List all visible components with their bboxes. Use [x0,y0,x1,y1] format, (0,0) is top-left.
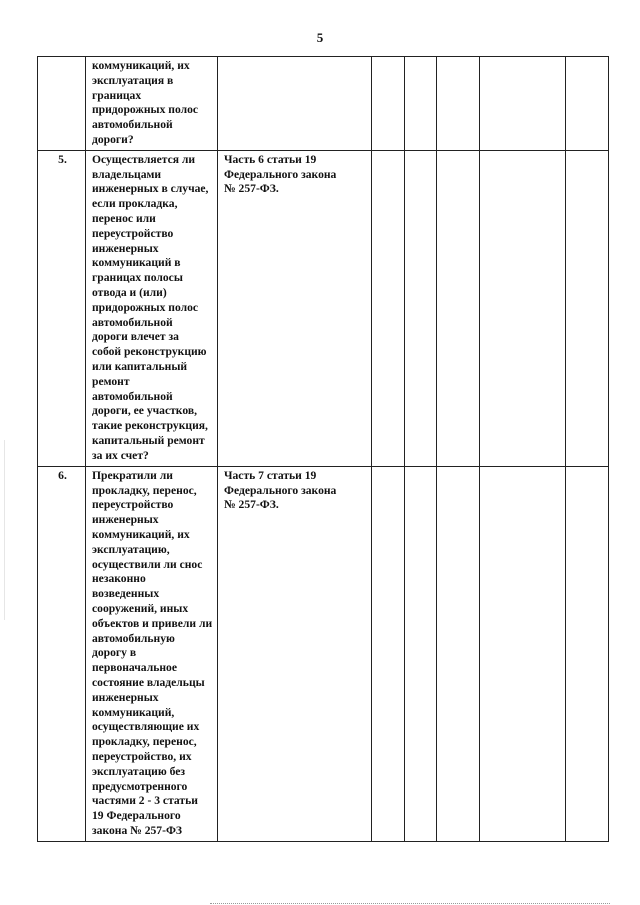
answer-cell [437,150,480,466]
answer-cell [372,150,405,466]
question-cell: Осуществляется ли владельцами инженерных в случае, если прокладка, перенос или переустройство инженерных коммуникаций в границах полосы отвода и (или) придорожных полос автомобильной дороги влечет за собой реконструкцию или капитальный ремонт автомобильной дороги, ее участков, такие реконструкция, капитальный ремонт за их счет? [86,150,218,466]
requirement-cell: Часть 7 статьи 19 Федерального закона № 257-ФЗ. [218,466,372,841]
answer-cell [437,466,480,841]
table-row [38,466,609,841]
answer-cell [480,57,566,151]
answer-cell [480,150,566,466]
row-number: 5. [38,150,86,466]
question-cell: коммуникаций, их эксплуатация в границах придорожных полос автомобильной дороги? [86,57,218,151]
requirement-cell: Часть 6 статьи 19 Федерального закона № 257-ФЗ. [218,150,372,466]
question-cell: Прекратили ли прокладку, перенос, переустройство инженерных коммуникаций, их эксплуатацию, осуществили ли снос незаконно возведенных сооружений, иных объектов и привели ли автомобильную дорогу в первоначальное состояние владельцы инженерных коммуникаций, осуществляющие их прокладку, перенос, переустройство, их эксплуатацию без предусмотренного частями 2 - 3 статьи 19 Федерального закона № 257-ФЗ [86,466,218,841]
scan-margin-mark [4,440,5,620]
answer-cell [566,150,609,466]
requirement-cell [218,57,372,151]
answer-cell [566,57,609,151]
row-number [38,57,86,151]
table-row [38,57,609,151]
answer-cell [372,57,405,151]
page-number: 5 [316,30,324,45]
answer-cell [437,57,480,151]
answer-cell [480,466,566,841]
answer-cell [405,57,437,151]
answer-cell [405,150,437,466]
answer-cell [372,466,405,841]
answer-cell [405,466,437,841]
row-number: 6. [38,466,86,841]
checklist-table [37,56,609,842]
table-row [38,150,609,466]
answer-cell [566,466,609,841]
